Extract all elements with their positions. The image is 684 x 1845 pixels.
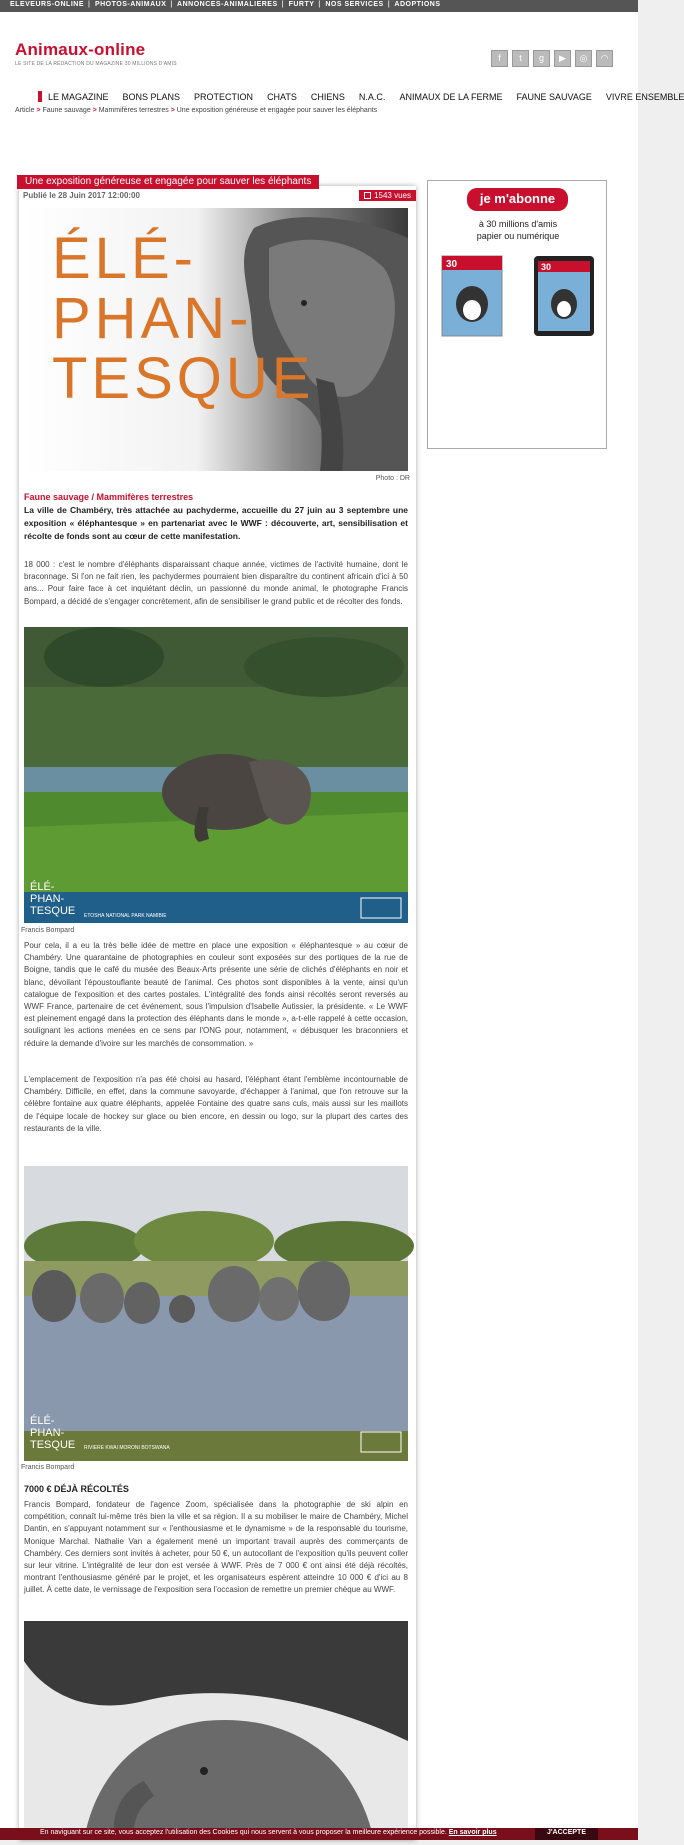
article-paragraph: L'emplacement de l'exposition n'a pas été choisi au hasard, l'éléphant étant l'emblème incontournable de Chambéry. Difficile, en effet, dans la commune savoyarde, d'échapper à l'animal, que l'on retrouve sur la célèbre fontaine aux quatre éléphants, appelée Fontaine des quatre sans culs, mais aussi sur les maillots de l'équipe locale de hockey sur glace ou bien encore, en dessin ou logo, sur la plupart des cartes des restaurants de la ville.	[24, 1075, 408, 1133]
watermark-line: PHAN-	[30, 893, 65, 905]
top-links-bar: ELEVEURS-ONLINE | PHOTOS-ANIMAUX | ANNONCES-ANIMALIERES | FURTY | NOS SERVICES | ADOPTIONS	[0, 0, 638, 12]
article-paragraph: 18 000 : c'est le nombre d'éléphants disparaissant chaque année, victimes de l'activité humaine, dont le braconnage. Si l'on ne fait rien, les pachydermes pourraient bien disparaître du continent africain d'ici à 50 ans... Pour faire face à cet inquiétant déclin, un passionné du monde animal, le photographe Francis Bompard, a décidé de s'engager concrètement, afin de sensibiliser le grand public et de récolter des fonds.	[24, 560, 408, 606]
nav-item-magazine[interactable]: LE MAGAZINE	[48, 91, 109, 102]
magazine-title: 30	[541, 262, 552, 272]
top-link[interactable]: NOS SERVICES	[325, 1, 384, 8]
subscription-box	[427, 180, 607, 449]
article-paragraph: Francis Bompard, fondateur de l'agence Zoom, spécialisée dans la photographie de ski alpin en compétition, connaît lui-même très bien la ville et sa région. Il a su mobiliser le maire de Chambéry, Michel Dantin, en s'appuyant notamment sur « l'enthousiasme et le dynamisme » de la responsable du tourisme, Monique Marchal. Nathalie Van a également mené un important travail auprès des commerçants de Chambéry. Ces derniers sont invités à acheter, pour 50 €, un autocollant de l'exposition qu'ils peuvent coller sur leur vitrine. L'intégralité de leur don est versée à WWF. Près de 7 000 € ont ainsi été déjà récoltés, montrant l'enthousiasme généré par le projet, et les organisateurs espèrent atteindre 10 000 € d'ici au 8 juillet. À cette date, le vernissage de l'exposition sera l'occasion de remettre un premier chèque au WWF.	[24, 1500, 408, 1595]
article-lead: La ville de Chambéry, très attachée au pachyderme, accueille du 27 juin au 3 septembre une exposition « éléphantesque » en partenariat avec le WWF : découverte, art, sensibilisation et récolte de fonds sont au cœur de cette manifestation.	[24, 505, 408, 541]
cookie-accept-button[interactable]: J'ACCEPTE	[535, 1828, 598, 1840]
hero-image	[24, 208, 408, 471]
subscribe-button[interactable]: je m'abonne	[467, 188, 568, 211]
site-header	[0, 12, 684, 104]
nav-item-chiens[interactable]: CHIENS	[310, 91, 345, 102]
image-credit: Francis Bompard	[21, 1464, 75, 1471]
elephants-river-photo	[24, 1166, 408, 1461]
image-caption: ETOSHA NATIONAL PARK NAMIBIE	[84, 913, 167, 919]
hero-title-line: PHAN-	[52, 286, 253, 351]
watermark-line: ÉLÉ-	[30, 1415, 55, 1427]
watermark-line: PHAN-	[30, 1427, 65, 1439]
section-heading: 7000 € DÉJÀ RÉCOLTÉS	[24, 1484, 129, 1494]
watermark-line: TESQUE	[30, 905, 76, 917]
article-image-1	[24, 627, 408, 923]
hero-title-line: ÉLÉ-	[52, 226, 197, 291]
watermark-line: ÉLÉ-	[30, 881, 55, 893]
breadcrumb-item: Une exposition généreuse et engagée pour sauver les éléphants	[176, 107, 378, 114]
subscribe-text-line: à 30 millions d'amis	[478, 219, 558, 229]
site-logo[interactable]: Animaux-online	[15, 40, 146, 59]
breadcrumb-item[interactable]: Faune sauvage	[42, 107, 91, 114]
nav-item-faune-sauvage[interactable]: FAUNE SAUVAGE	[516, 91, 592, 102]
breadcrumb-item[interactable]: Mammifères terrestres	[98, 107, 169, 114]
nav-item-protection[interactable]: PROTECTION	[194, 91, 254, 102]
instagram-icon[interactable]: ◎	[575, 50, 592, 67]
image-credit: Francis Bompard	[21, 927, 75, 934]
top-link[interactable]: ADOPTIONS	[394, 1, 441, 8]
elephant-grass-photo	[24, 627, 408, 923]
top-link[interactable]: ELEVEURS-ONLINE	[10, 1, 85, 8]
top-link[interactable]: FURTY	[288, 1, 315, 8]
top-link[interactable]: ANNONCES-ANIMALIERES	[177, 1, 278, 8]
facebook-icon[interactable]: f	[491, 50, 508, 67]
twitter-icon[interactable]: t	[512, 50, 529, 67]
article-paragraph: Pour cela, il a eu la très belle idée de mettre en place une exposition « éléphantesque » au cœur de Chambéry. Une quarantaine de photographies en couleur sont exposées sur des portiques de la rue de Boigne, tandis que le café du musée des Beaux-Arts présente une série de clichés d'éléphants en noir et blanc, dévoilant l'époustouflante beauté de l'animal. Ces photos sont disponibles à la vente, ainsi qu'un catalogue de l'exposition et des cartes postales. L'intégralité des fonds ainsi récoltés seront reversés au WWF France, partenaire de cet événement, sous l'impulsion d'Isabelle Autissier, la présidente. « Le WWF est pleinement engagé dans la protection des éléphants dans le monde », a-t-elle rappelé à cette occasion, soulignant les actions menées en ce sens par l'ONG pour, notamment, « débusquer les braconniers et réduire la demande d'ivoire sur les marchés de consommation. »	[24, 941, 408, 1048]
magazine-covers[interactable]	[428, 256, 608, 341]
breadcrumb: Article > Faune sauvage > Mammifères terrestres > Une exposition généreuse et engagée pour sauver les éléphants	[15, 107, 378, 114]
cookie-banner	[0, 1828, 638, 1840]
views-count: 1543 vues	[374, 191, 411, 200]
main-content	[0, 104, 638, 1840]
social-icons	[491, 50, 613, 67]
baby-elephant-photo	[24, 1621, 408, 1840]
home-icon[interactable]	[38, 91, 42, 102]
article-image-2	[24, 1166, 408, 1461]
google-plus-icon[interactable]: g	[533, 50, 550, 67]
site-tagline: LE SITE DE LA RÉDACTION DU MAGAZINE 30 MILLIONS D'AMIS	[15, 61, 177, 67]
hero-elephant-graphic	[24, 208, 408, 471]
breadcrumb-item[interactable]: Article	[15, 107, 35, 114]
hero-title-line: TESQUE	[52, 346, 315, 411]
image-caption: RIVIERE KWAI MORONI BOTSWANA	[84, 1445, 170, 1451]
top-link[interactable]: PHOTOS-ANIMAUX	[94, 1, 167, 8]
nav-item-bons-plans[interactable]: BONS PLANS	[122, 91, 181, 102]
subscribe-text-line: papier ou numérique	[476, 231, 560, 241]
article-title: Une exposition généreuse et engagée pour sauver les éléphants	[17, 175, 319, 189]
watermark-line: TESQUE	[30, 1439, 76, 1451]
cookie-text: En naviguant sur ce site, vous acceptez l'utilisation des Cookies qui nous servent à vous proposer la meilleure expérience possible.	[40, 1829, 447, 1836]
publish-date: Publié le 28 Juin 2017 12:00:00	[23, 191, 140, 200]
cookie-more-link[interactable]: En savoir plus	[448, 1829, 497, 1836]
eye-icon	[364, 192, 371, 199]
article-category[interactable]: Faune sauvage / Mammifères terrestres	[24, 492, 194, 502]
youtube-icon[interactable]: ▶	[554, 50, 571, 67]
views-badge	[359, 190, 416, 201]
nav-item-chats[interactable]: CHATS	[267, 91, 297, 102]
article-image-3	[24, 1621, 408, 1840]
photo-credit: Photo : DR	[375, 475, 410, 482]
article	[19, 176, 416, 1840]
magazine-title: 30	[446, 259, 458, 270]
nav-item-nac[interactable]: N.A.C.	[358, 91, 386, 102]
nav-item-vivre-ensemble[interactable]: VIVRE ENSEMBLE	[605, 91, 684, 102]
rss-icon[interactable]: ◠	[596, 50, 613, 67]
nav-item-ferme[interactable]: ANIMAUX DE LA FERME	[399, 91, 503, 102]
